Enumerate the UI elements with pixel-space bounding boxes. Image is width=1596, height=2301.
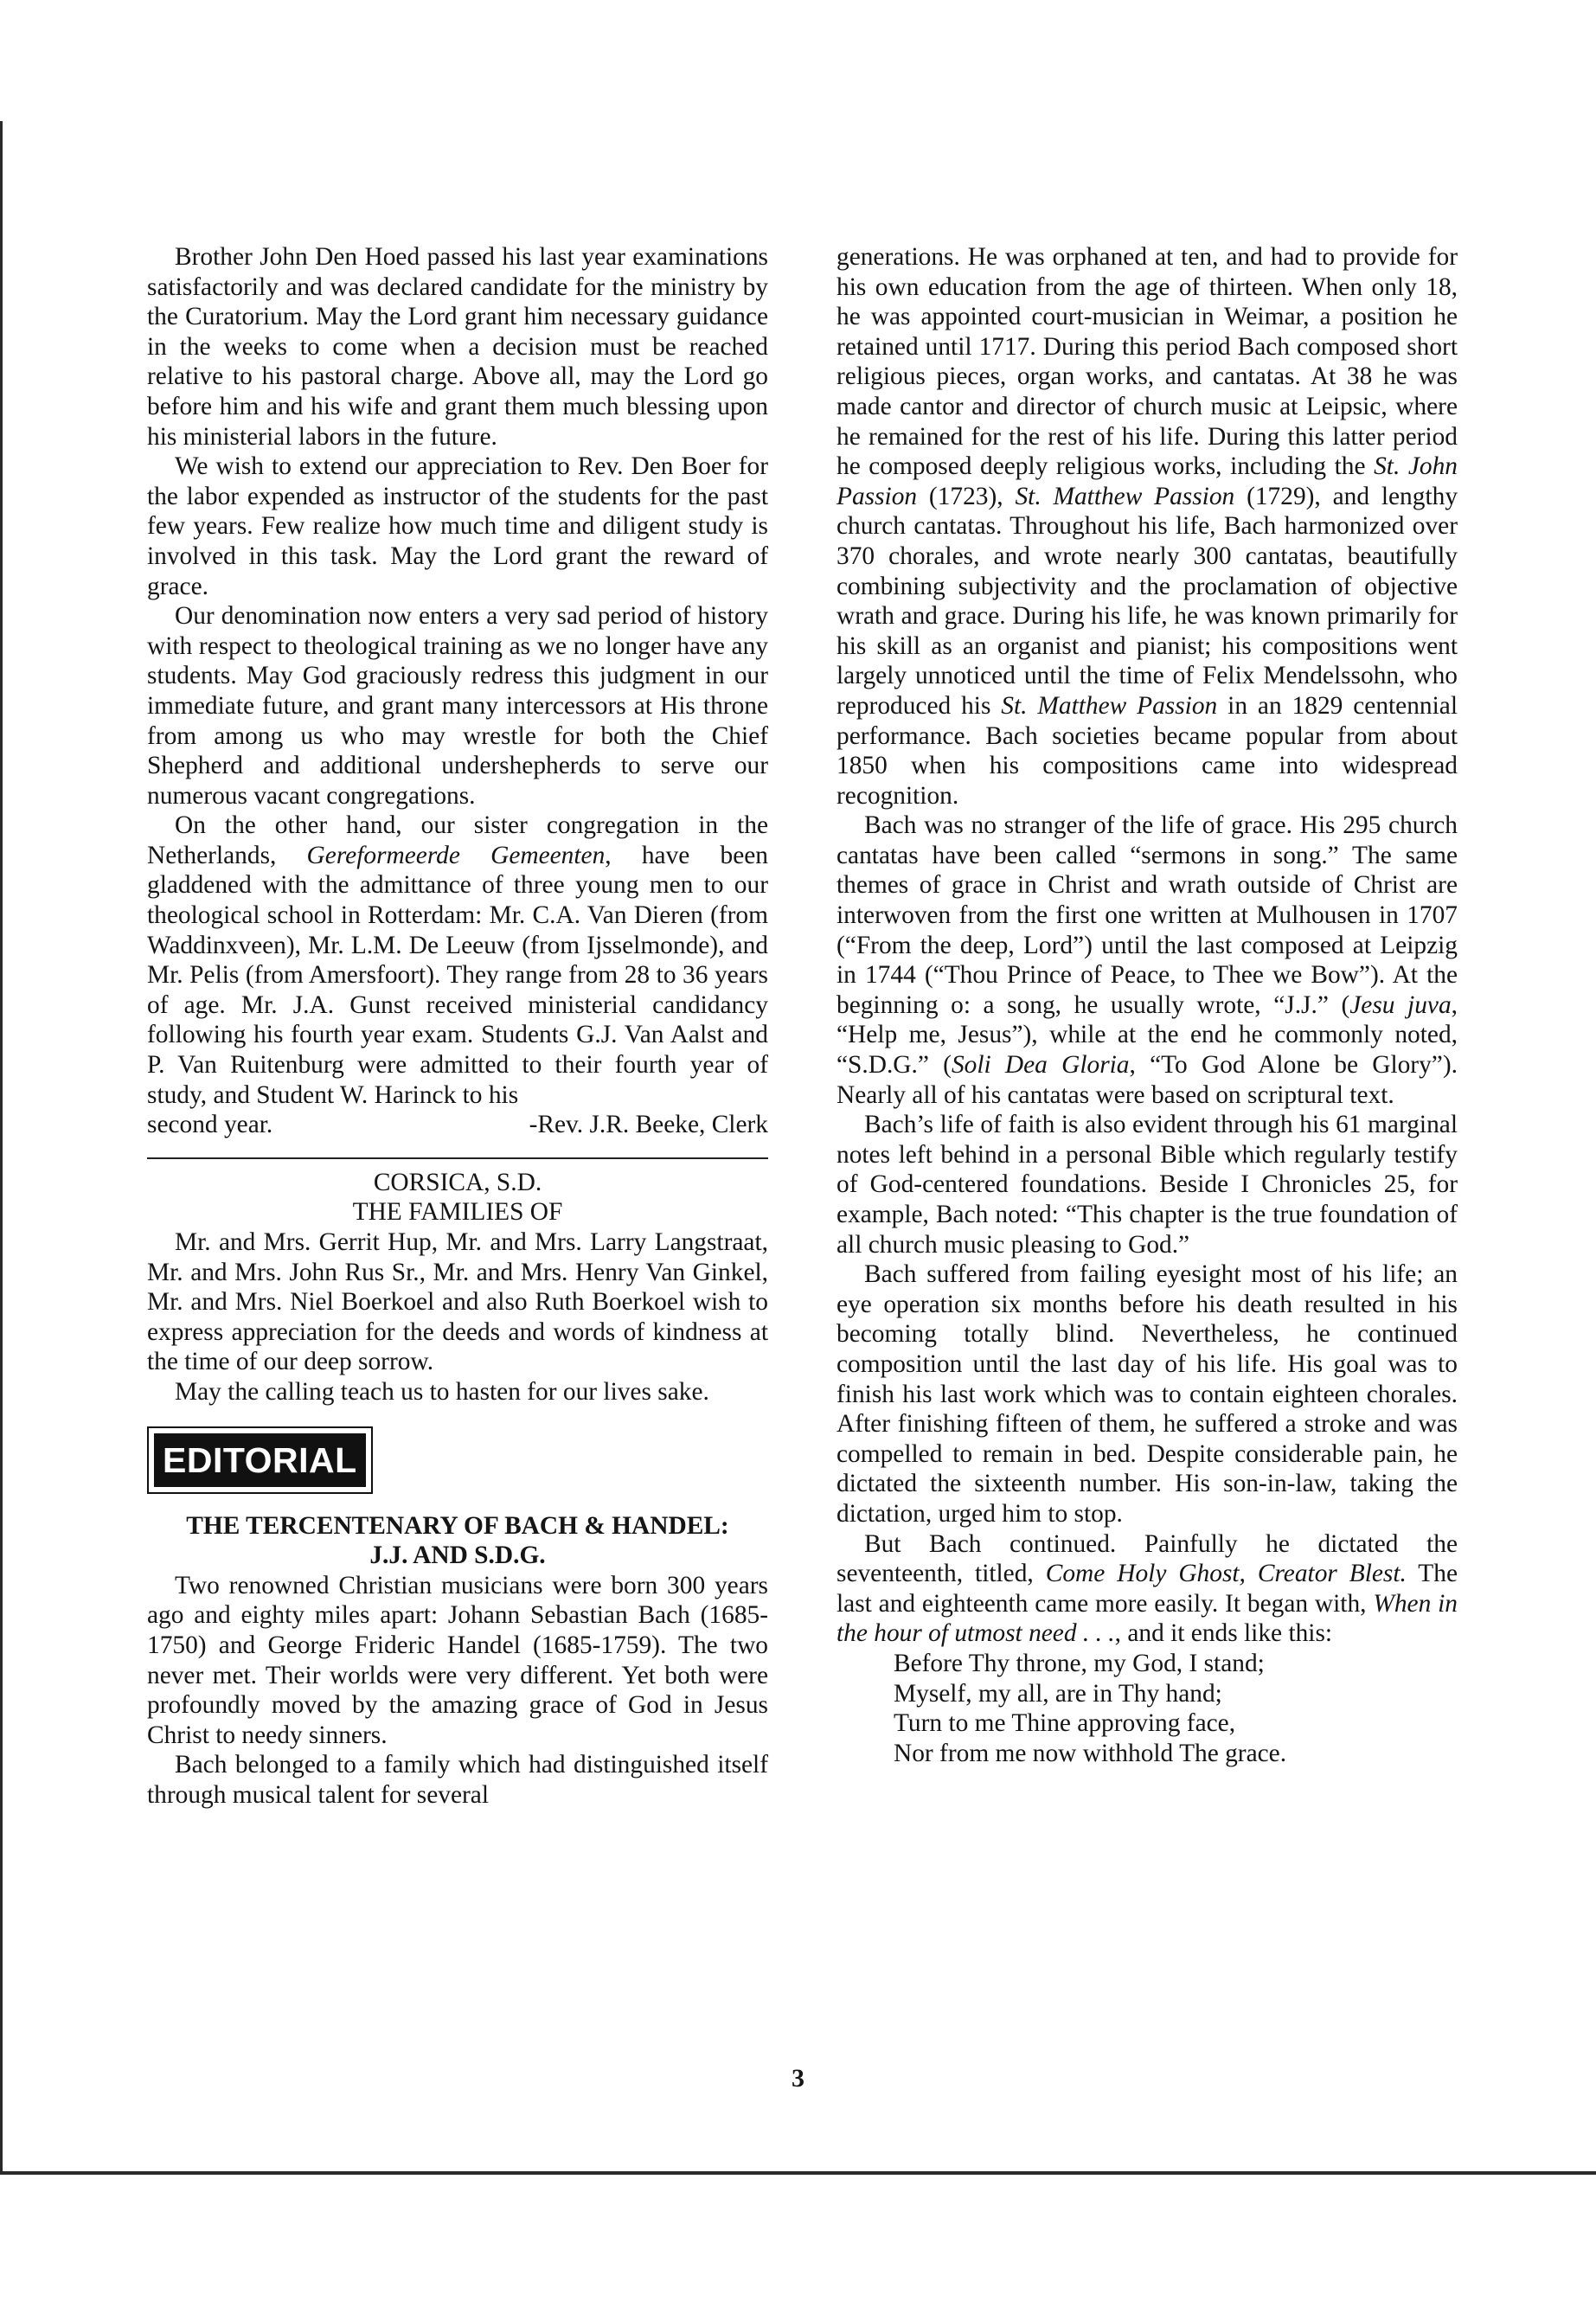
corsica-heading: CORSICA, S.D. [373, 1168, 542, 1196]
paragraph-bach-life: generations. He was orphaned at ten, and had to provide for his own education from the age of thirteen. When only 18, he was appointed court-musician in Weimar, a position he retained until 1717. During this period Bach composed short religious pieces, organ works, and cantatas. At 38 he was made cantor and director of church music at Leipsic, where he remained for the rest of his life. During this latter period he composed deeply religious works, including the St. John Passion (1723), St. Matthew Passion (1729), and lengthy church cantatas. Throughout his life, Bach harmonized over 370 chorales, and wrote nearly 300 cantatas, beautifully combining subjectivity and the proclamation of objective wrath and grace. During his life, he was known primarily for his skill as an organist and pianist; his compositions went largely unnoticed until the time of Felix Mendelssohn, who reproduced his St. Matthew Passion in an 1829 centennial performance. Bach societies became popular from about 1850 when his compositions came into widespread recognition. [836, 243, 1458, 810]
editorial-badge-wrap [147, 1407, 768, 1511]
right-column [836, 242, 1458, 1768]
paragraph-sister-congregation: On the other hand, our sister congregation in the Netherlands, Gereformeerde Gemeenten, have been gladdened with the admittance of three young men to our theological school in Rotterdam: Mr. C.A. Van Dieren (from Waddinxveen), Mr. L.M. De Leeuw (from Ijsselmonde), and Mr. Pelis (from Amersfoort). They range from 28 to 36 years of age. Mr. J.A. Gunst received ministerial candidancy following his fourth year exam. Students G.J. Van Aalst and P. Van Ruitenburg were admitted to their fourth year of study, and Student W. Harinck to his [147, 811, 768, 1109]
poem-line: Turn to me Thine approving face, [894, 1709, 1236, 1738]
left-column [147, 242, 768, 1811]
paragraph-two-musicians: Two renowned Christian musicians were born 300 years ago and eighty miles apart: Johann Sebastian Bach (1685-1750) and George Frideric Handel (1685-1759). The two never met. Their worlds were very different. Yet both were profoundly moved by the amazing grace of God in Jesus Christ to needy sinners. [147, 1571, 768, 1749]
poem-line: Myself, my all, are in Thy hand; [894, 1679, 1222, 1708]
section-divider [147, 1157, 768, 1159]
last-line-text: second year. [147, 1111, 273, 1139]
editorial-subtitle: J.J. AND S.D.G. [369, 1541, 546, 1570]
poem-line: Nor from me now withhold The grace. [894, 1739, 1287, 1767]
families-heading: THE FAMILIES OF [352, 1198, 563, 1227]
paragraph-calling: May the calling teach us to hasten for our lives sake. [175, 1377, 709, 1406]
paragraph-corsica-families: Mr. and Mrs. Gerrit Hup, Mr. and Mrs. Larry Langstraat, Mr. and Mrs. John Rus Sr., Mr. and Mrs. Henry Van Ginkel, Mr. and Mrs. Niel Boerkoel and also Ruth Boerkoel wish to express appreciation for the deeds and words of kindness at the time of our deep sorrow. [147, 1228, 768, 1376]
paragraph-bach-family: Bach belonged to a family which had distinguished itself through musical talent for several [147, 1751, 768, 1809]
editorial-title: THE TERCENTENARY OF BACH & HANDEL: [186, 1511, 729, 1540]
paragraph-sad-period: Our denomination now enters a very sad period of history with respect to theological training as we no longer have any students. May God graciously redress this judgment in our immediate future, and grant many intercessors at His throne from among us who may wrestle for both the Chief Shepherd and additional undershepherds to serve our numerous vacant congregations. [147, 602, 768, 810]
poem [836, 1649, 1458, 1768]
paragraph-bach-continued: But Bach continued. Painfully he dictated the seventeenth, titled, Come Holy Ghost, Creator Blest. The last and eighteenth came more easily. It began with, When in the hour of utmost need . . ., and it ends like this: [836, 1529, 1458, 1648]
signature-line [147, 1110, 768, 1140]
editorial-badge-label: EDITORIAL [154, 1433, 366, 1487]
editorial-badge [147, 1426, 373, 1494]
paragraph-eyesight: Bach suffered from failing eyesight most of his life; an eye operation six months before his death resulted in his becoming totally blind. Nevertheless, he continued composition until the last day of his life. His goal was to finish his last work which was to contain eighteen chorales. After finishing fifteen of them, he suffered a stroke and was compelled to remain in bed. Despite considerable pain, he dictated the sixteenth number. His son-in-law, taking the dictation, urged him to stop. [836, 1260, 1458, 1528]
paragraph-grace: Bach was no stranger of the life of grace. His 295 church cantatas have been called “sermons in song.” The same themes of grace in Christ and wrath outside of Christ are interwoven from the first one written at Mulhousen in 1707 (“From the deep, Lord”) until the last composed at Leipzig in 1744 (“Thou Prince of Peace, to Thee we Bow”). At the beginning o: a song, he usually wrote, “J.J.” (Jesu juva, “Help me, Jesus”), while at the end he commonly noted, “S.D.G.” (Soli Dea Gloria, “To God Alone be Glory”). Nearly all of his cantatas were based on scriptural text. [836, 811, 1458, 1109]
paragraph-den-hoed: Brother John Den Hoed passed his last year examinations satisfactorily and was declared candidate for the ministry by the Curatorium. May the Lord grant him necessary guidance in the weeks to come when a decision must be reached relative to his pastoral charge. Above all, may the Lord go before him and his wife and grant them much blessing upon his ministerial labors in the future. [147, 243, 768, 451]
page-edge-bottom [0, 2171, 1596, 2175]
signature: -Rev. J.R. Beeke, Clerk [529, 1111, 768, 1139]
italic-gereformeerde: Gereformeerde Gemeenten [306, 841, 606, 869]
paragraph-appreciation: We wish to extend our appreciation to Rev. Den Boer for the labor expended as instructor of the students for the past few years. Few realize how much time and diligent study is involved in this task. May the Lord grant the reward of grace. [147, 452, 768, 600]
page-edge-left [0, 121, 3, 2171]
paragraph-marginal-notes: Bach’s life of faith is also evident through his 61 marginal notes left behind in a personal Bible which regularly testify of God-centered foundations. Beside I Chronicles 25, for example, Bach noted: “This chapter is the true foundation of all church music pleasing to God.” [836, 1111, 1458, 1259]
poem-line: Before Thy throne, my God, I stand; [894, 1649, 1265, 1677]
page-number: 3 [792, 2064, 804, 2093]
